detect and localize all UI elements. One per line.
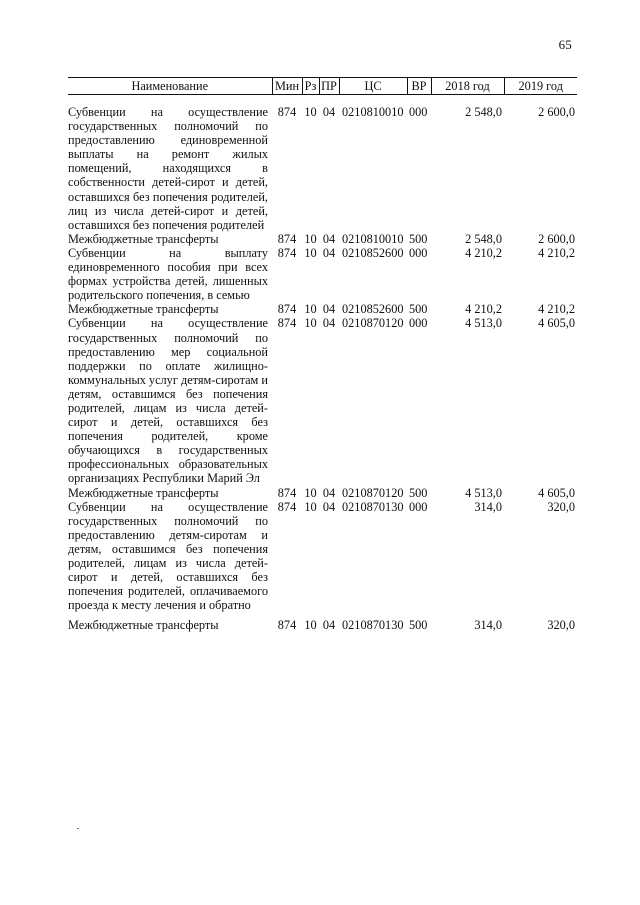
row-2019: 4 210,2 xyxy=(538,245,575,260)
row-cs: 0210810010 xyxy=(342,105,404,119)
row-vr: 000 xyxy=(409,316,428,331)
budget-table xyxy=(68,77,577,632)
row-pr: 04 xyxy=(322,302,336,317)
row-rz: 10 xyxy=(304,302,317,317)
row-2019: 4 605,0 xyxy=(538,485,575,500)
row-min: 874 xyxy=(277,618,297,633)
table-row xyxy=(68,302,577,316)
row-name: Субвенции на выплату единовременного пособия при всех формах устройства детей, лишенных родительского попечения, в семью xyxy=(68,245,268,303)
table-row xyxy=(68,95,577,232)
row-vr: 500 xyxy=(409,618,428,633)
row-2019: 320,0 xyxy=(547,618,575,633)
row-name: Субвенции на осуществление государственных полномочий по предоставлению мер социальной поддержки по оплате жилищно-коммунальных услуг детям-сиротам и детям, оставшимся без попечения родителей, лицам из числа детей-сирот и детей, оставшихся без попечения родителей, кроме обучающихся в государственных профессиональных образовательных организациях Республики Марий Эл xyxy=(68,316,268,486)
row-cs: 0210852600 xyxy=(342,302,404,317)
table-row xyxy=(68,618,577,632)
row-vr: 500 xyxy=(409,231,428,246)
row-rz: 10 xyxy=(304,231,317,246)
row-min: 874 xyxy=(277,231,297,246)
table-row xyxy=(68,500,577,613)
row-vr: 000 xyxy=(409,499,428,514)
header-name: Наименование xyxy=(68,78,272,95)
header-pr: ПР xyxy=(319,78,339,95)
row-pr: 04 xyxy=(322,231,336,246)
row-cs: 0210870120 xyxy=(342,316,404,331)
header-rz: Рз xyxy=(302,78,319,95)
row-2019: 4 210,2 xyxy=(538,302,575,317)
row-rz: 10 xyxy=(304,499,317,514)
row-pr: 04 xyxy=(322,499,336,514)
table-row xyxy=(68,316,577,485)
scan-speck xyxy=(77,828,79,829)
row-pr: 04 xyxy=(322,105,336,119)
row-2019: 2 600,0 xyxy=(538,231,575,246)
row-pr: 04 xyxy=(322,485,336,500)
table-row xyxy=(68,486,577,500)
row-2019: 2 600,0 xyxy=(538,105,575,119)
row-vr: 000 xyxy=(409,105,428,119)
row-min: 874 xyxy=(277,302,297,317)
row-cs: 0210870130 xyxy=(342,499,404,514)
header-cs: ЦС xyxy=(339,78,407,95)
header-2019: 2019 год xyxy=(504,78,577,95)
row-name: Межбюджетные трансферты xyxy=(68,231,219,246)
row-2019: 4 605,0 xyxy=(538,316,575,331)
row-2018: 2 548,0 xyxy=(465,105,502,119)
row-2018: 314,0 xyxy=(474,618,502,633)
row-vr: 500 xyxy=(409,485,428,500)
row-name: Субвенции на осуществление государственных полномочий по предоставлению единовременной выплаты на ремонт жилых помещений, находящихся в собственности детей-сирот и детей, оставшихся без попечения родителей, лиц из числа детей-сирот и детей, оставшихся без попечения родителей xyxy=(68,105,268,232)
row-2018: 2 548,0 xyxy=(465,231,502,246)
header-min: Мин xyxy=(272,78,302,95)
page-number: 65 xyxy=(558,37,572,52)
row-rz: 10 xyxy=(304,485,317,500)
row-name: Межбюджетные трансферты xyxy=(68,485,219,500)
row-2018: 4 210,2 xyxy=(465,302,502,317)
row-name: Межбюджетные трансферты xyxy=(68,618,219,633)
row-cs: 0210870130 xyxy=(342,618,404,633)
row-pr: 04 xyxy=(322,618,336,633)
table-header-row xyxy=(68,78,577,95)
row-min: 874 xyxy=(277,316,297,331)
row-vr: 500 xyxy=(409,302,428,317)
header-vr: ВР xyxy=(407,78,431,95)
row-cs: 0210870120 xyxy=(342,485,404,500)
row-pr: 04 xyxy=(322,316,336,331)
row-min: 874 xyxy=(277,499,297,514)
row-min: 874 xyxy=(277,245,297,260)
row-pr: 04 xyxy=(322,245,336,260)
row-rz: 10 xyxy=(304,316,317,331)
row-rz: 10 xyxy=(304,105,317,119)
row-cs: 0210852600 xyxy=(342,245,404,260)
row-cs: 0210810010 xyxy=(342,231,404,246)
header-2018: 2018 год xyxy=(431,78,504,95)
row-vr: 000 xyxy=(409,245,428,260)
row-2019: 320,0 xyxy=(547,499,575,514)
row-rz: 10 xyxy=(304,245,317,260)
row-2018: 4 513,0 xyxy=(465,316,502,331)
row-min: 874 xyxy=(277,105,297,119)
table-row xyxy=(68,246,577,302)
row-2018: 4 210,2 xyxy=(465,245,502,260)
row-min: 874 xyxy=(277,485,297,500)
table-row xyxy=(68,232,577,246)
row-name: Межбюджетные трансферты xyxy=(68,302,219,317)
row-name: Субвенции на осуществление государственных полномочий по предоставлению детям-сиротам и детям, оставшимся без попечения родителей, лицам из числа детей-сирот и детей, оставшихся без попечения родителей, оплачиваемого проезда к месту лечения и обратно xyxy=(68,499,268,613)
row-rz: 10 xyxy=(304,618,317,633)
row-2018: 314,0 xyxy=(474,499,502,514)
row-2018: 4 513,0 xyxy=(465,485,502,500)
